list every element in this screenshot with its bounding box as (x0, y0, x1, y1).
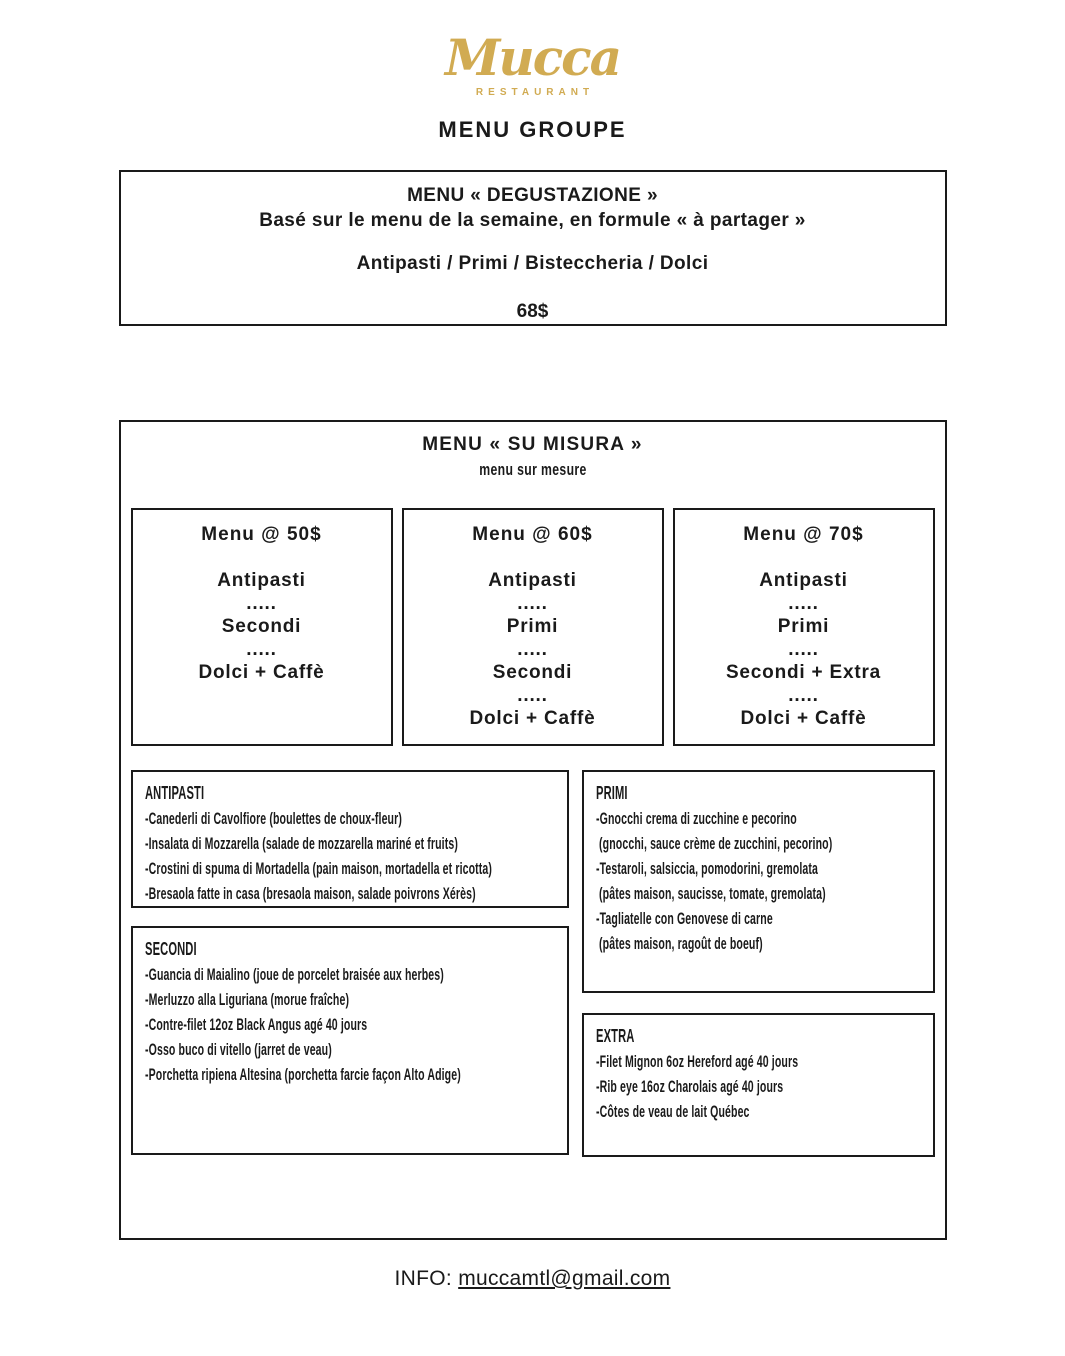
menu-course-item: Secondi (221, 616, 302, 637)
dish-line: -Filet Mignon 6oz Hereford agé 40 jours (595, 1052, 798, 1071)
primi-dish-list (596, 806, 920, 956)
menu-course-item: ..... (788, 639, 819, 660)
dish-line: -Côtes de veau de lait Québec (595, 1102, 750, 1121)
extra-dish-list (596, 1049, 920, 1124)
menu-course-item: ..... (517, 639, 548, 660)
menu-course-item: ..... (517, 593, 548, 614)
dish-column-left (131, 770, 569, 1155)
degustazione-title: MENU « DEGUSTAZIONE » (407, 185, 658, 206)
menu-course-item: Antipasti (488, 570, 577, 591)
dish-line: -Canederli di Cavolfiore (boulettes de choux-fleur) (144, 809, 402, 828)
menu-course-item: Primi (777, 616, 830, 637)
dish-line: (gnocchi, sauce crème de zucchini, pecorino) (595, 834, 832, 853)
dish-sections-row (131, 770, 935, 1157)
menu-card-title: Menu @ 60$ (472, 524, 593, 545)
primi-section (582, 770, 935, 993)
dish-line: -Gnocchi crema di zucchine e pecorino (595, 809, 797, 828)
su-misura-subtitle: menu sur mesure (478, 460, 587, 479)
menu-card-title: Menu @ 50$ (201, 524, 322, 545)
menu-course-item: Secondi + Extra (725, 662, 882, 683)
dish-line: -Crostini di spuma di Mortadella (pain maison, mortadella et ricotta) (144, 859, 492, 878)
dish-line: (pâtes maison, ragoût de boeuf) (595, 934, 763, 953)
dish-line: -Osso buco di vitello (jarret de veau) (144, 1040, 332, 1059)
logo-subtitle: RESTAURANT (475, 87, 595, 98)
page-title: MENU GROUPE (438, 117, 627, 142)
dish-column-right (582, 770, 935, 1157)
secondi-section (131, 926, 569, 1155)
menu-course-item: Dolci + Caffè (740, 708, 867, 729)
menu-card-50 (131, 508, 393, 746)
footer-info (0, 1267, 1065, 1291)
menu-course-item: Secondi (492, 662, 573, 683)
menu-course-item: ..... (517, 685, 548, 706)
menu-card-items (133, 569, 391, 684)
degustazione-box (119, 170, 947, 326)
footer-label: INFO: (394, 1267, 459, 1290)
antipasti-section-title: ANTIPASTI (144, 783, 204, 803)
primi-section-title: PRIMI (595, 783, 628, 803)
menu-course-item: Antipasti (759, 570, 848, 591)
menu-card-items (404, 569, 662, 730)
menu-course-item: ..... (246, 593, 277, 614)
menu-card-60 (402, 508, 664, 746)
menu-course-item: Dolci + Caffè (198, 662, 325, 683)
dish-line: -Bresaola fatte in casa (bresaola maison, salade poivrons Xérès) (144, 884, 476, 903)
menu-options-row (131, 508, 935, 746)
antipasti-section (131, 770, 569, 908)
secondi-section-title: SECONDI (144, 939, 197, 959)
dish-line: -Insalata di Mozzarella (salade de mozzarella mariné et fruits) (144, 834, 458, 853)
email-link[interactable]: muccamtl@gmail.com (458, 1267, 671, 1290)
menu-course-item: ..... (788, 593, 819, 614)
restaurant-logo (0, 28, 1065, 98)
menu-course-item: ..... (788, 685, 819, 706)
antipasti-dish-list (145, 806, 554, 906)
menu-course-item: Dolci + Caffè (469, 708, 596, 729)
extra-section-title: EXTRA (595, 1026, 634, 1046)
menu-card-title: Menu @ 70$ (743, 524, 864, 545)
degustazione-courses: Antipasti / Primi / Bisteccheria / Dolci (356, 253, 709, 274)
dish-line: -Contre-filet 12oz Black Angus agé 40 jours (144, 1015, 367, 1034)
dish-line: -Guancia di Maialino (joue de porcelet braisée aux herbes) (144, 965, 444, 984)
su-misura-box (119, 420, 947, 1240)
menu-course-item: Primi (506, 616, 559, 637)
dish-line: -Tagliatelle con Genovese di carne (595, 909, 773, 928)
menu-course-item: ..... (246, 639, 277, 660)
dish-line: -Merluzzo alla Liguriana (morue fraîche) (144, 990, 349, 1009)
dish-line: -Testaroli, salsiccia, pomodorini, gremolata (595, 859, 818, 878)
menu-course-item: Antipasti (217, 570, 306, 591)
extra-section (582, 1013, 935, 1157)
menu-card-70 (673, 508, 935, 746)
su-misura-title: MENU « SU MISURA » (422, 434, 643, 455)
degustazione-price: 68$ (516, 301, 549, 322)
dish-line: -Porchetta ripiena Altesina (porchetta farcie façon Alto Adige) (144, 1065, 461, 1084)
menu-card-items (675, 569, 933, 730)
secondi-dish-list (145, 962, 554, 1087)
degustazione-subtitle: Basé sur le menu de la semaine, en formule « à partager » (259, 210, 806, 231)
dish-line: -Rib eye 16oz Charolais agé 40 jours (595, 1077, 783, 1096)
logo-wordmark: Mucca (445, 28, 620, 87)
page-header (0, 0, 1065, 143)
dish-line: (pâtes maison, saucisse, tomate, gremolata) (595, 884, 826, 903)
